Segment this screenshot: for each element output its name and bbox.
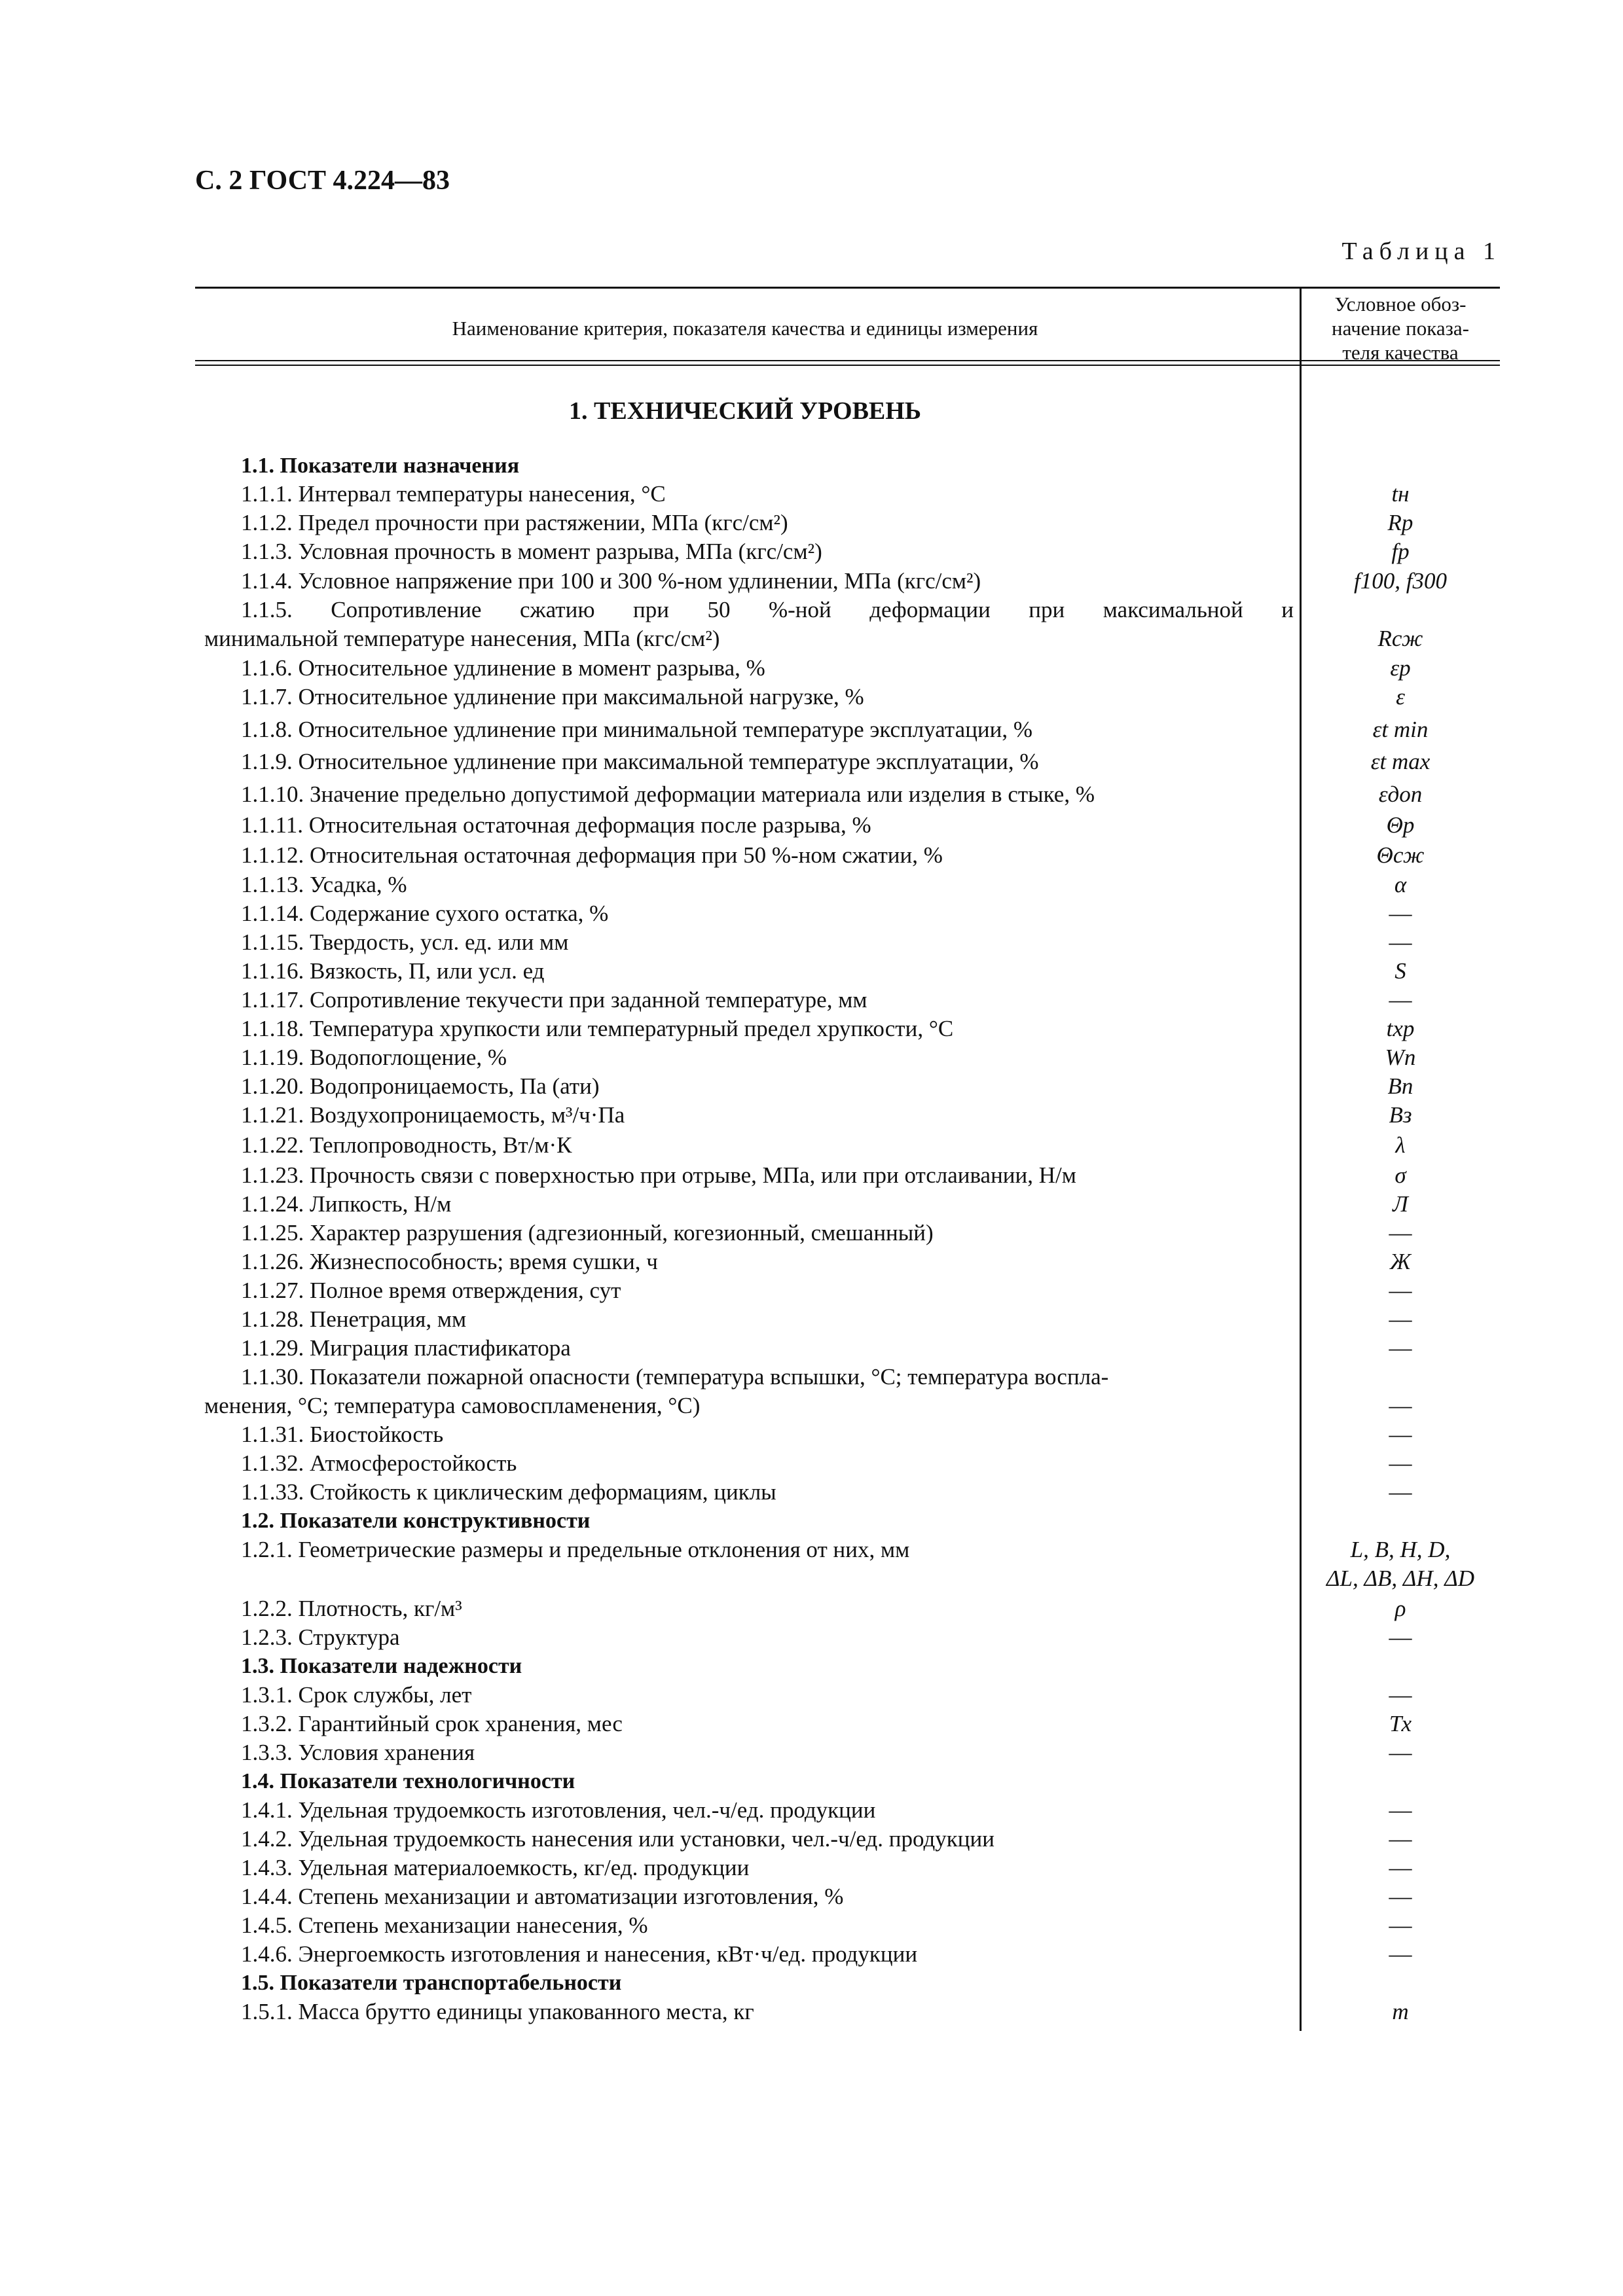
table-row: [0, 1854, 1623, 1882]
table-row: [0, 1882, 1623, 1911]
table-caption: Таблица 1: [1341, 238, 1501, 265]
indicator-name: 1.1.29. Миграция пластификатора: [241, 1335, 571, 1361]
indicator-symbol: —: [1389, 901, 1412, 926]
table-row: [0, 1796, 1623, 1825]
indicator-name: менения, °С; температура самовоспламенения, °С): [204, 1393, 701, 1418]
table-row: [0, 1998, 1623, 2026]
indicator-name: 1.4.4. Степень механизации и автоматизации изготовления, %: [241, 1884, 844, 1909]
table-row: [0, 1247, 1623, 1276]
table-row: [0, 1940, 1623, 1969]
indicator-name: 1.2.1. Геометрические размеры и предельные отклонения от них, мм: [241, 1537, 910, 1562]
indicator-name: 1.4. Показатели технологичности: [241, 1769, 575, 1793]
table-row: [0, 1043, 1623, 1072]
column-header-symbol-line: Условное обоз-: [1334, 293, 1467, 315]
subsection-heading-row: [0, 1507, 1623, 1535]
table-row: [0, 1825, 1623, 1854]
indicator-name: 1.1.13. Усадка, %: [241, 872, 407, 897]
subsection-heading-row: [0, 452, 1623, 480]
indicator-symbol: —: [1389, 1884, 1412, 1909]
table-row: [0, 928, 1623, 957]
indicator-symbol: S: [1395, 958, 1406, 984]
indicator-symbol: ε: [1396, 684, 1405, 709]
table-row: [0, 747, 1623, 776]
table-row: [0, 1014, 1623, 1043]
indicator-symbol: —: [1389, 1797, 1412, 1823]
table-row: [0, 986, 1623, 1014]
indicator-symbol: —: [1389, 1422, 1412, 1447]
table-row: [0, 1710, 1623, 1738]
indicator-name: 1.4.3. Удельная материалоемкость, кг/ед. продукции: [241, 1855, 750, 1880]
indicator-symbol: m: [1392, 1999, 1409, 2024]
subsection-heading-row: [0, 1652, 1623, 1681]
indicator-name: 1.1.16. Вязкость, П, или усл. ед: [241, 958, 545, 984]
indicator-symbol: Θр: [1386, 812, 1415, 838]
table-row: [0, 715, 1623, 744]
indicator-name: 1.1.24. Липкость, Н/м: [241, 1191, 452, 1217]
table-row: [0, 1190, 1623, 1219]
indicator-symbol: —: [1389, 1740, 1412, 1765]
indicator-name: 1.1.17. Сопротивление текучести при заданной температуре, мм: [241, 987, 867, 1013]
column-header-name: Наименование критерия, показателя качества и единицы измерения: [452, 317, 1038, 340]
table-row: [0, 1623, 1623, 1652]
indicator-name: 1.4.6. Энергоемкость изготовления и нанесения, кВт·ч/ед. продукции: [241, 1941, 918, 1967]
indicator-name: 1.3. Показатели надежности: [241, 1654, 522, 1678]
indicator-name: 1.1.25. Характер разрушения (адгезионный, когезионный, смешанный): [241, 1220, 934, 1246]
table-row: [0, 1738, 1623, 1767]
indicator-symbol: —: [1389, 1912, 1412, 1938]
indicator-symbol: —: [1389, 929, 1412, 955]
table-row: [0, 1072, 1623, 1101]
table-row: [0, 624, 1623, 653]
table-row: [0, 841, 1623, 870]
indicator-symbol: —: [1389, 1624, 1412, 1650]
indicator-name: 1.1.2. Предел прочности при растяжении, МПа (кгс/см²): [241, 510, 788, 535]
table-row: [0, 509, 1623, 537]
indicator-symbol: tхр: [1386, 1016, 1415, 1041]
table-row: [0, 1681, 1623, 1710]
indicator-symbol: —: [1389, 1393, 1412, 1418]
indicator-symbol: α: [1394, 872, 1407, 897]
subsection-heading-row: [0, 1969, 1623, 1998]
column-header-symbol-line: теля качества: [1342, 341, 1459, 364]
indicator-name: 1.4.5. Степень механизации нанесения, %: [241, 1912, 648, 1938]
table-row: [0, 1391, 1623, 1420]
indicator-symbol: —: [1389, 1855, 1412, 1880]
indicator-symbol: —: [1389, 1479, 1412, 1505]
indicator-name: 1.1.1. Интервал температуры нанесения, °С: [241, 481, 666, 507]
indicator-name: 1.3.1. Срок службы, лет: [241, 1682, 472, 1708]
table-row: [0, 1334, 1623, 1363]
indicator-symbol: Wп: [1385, 1045, 1416, 1070]
indicator-symbol: ΔL, ΔB, ΔH, ΔD: [1326, 1566, 1475, 1591]
indicator-symbol: —: [1389, 987, 1412, 1013]
table-row: [0, 1305, 1623, 1334]
indicator-name: 1.1.9. Относительное удлинение при максимальной температуре эксплуатации, %: [241, 749, 1039, 774]
indicator-symbol: ρ: [1395, 1596, 1406, 1621]
indicator-symbol: Вз: [1389, 1102, 1412, 1128]
indicator-name: 1.1.31. Биостойкость: [241, 1422, 444, 1447]
indicator-name: 1.2.2. Плотность, кг/м³: [241, 1596, 462, 1621]
indicator-symbol: Θсж: [1376, 842, 1425, 868]
indicator-name: 1.1.14. Содержание сухого остатка, %: [241, 901, 609, 926]
indicator-name: 1.1.20. Водопроницаемость, Па (ати): [241, 1073, 600, 1099]
indicator-symbol: σ: [1395, 1162, 1406, 1188]
table-row: [0, 1478, 1623, 1507]
indicator-symbol: εр: [1390, 655, 1411, 681]
indicator-name: 1.2.3. Структура: [241, 1624, 400, 1650]
indicator-name: 1.1.28. Пенетрация, мм: [241, 1306, 467, 1332]
indicator-symbol: tн: [1391, 481, 1410, 507]
indicator-symbol: εt min: [1372, 717, 1429, 742]
section-title: 1. ТЕХНИЧЕСКИЙ УРОВЕНЬ: [569, 397, 921, 425]
indicator-symbol: Л: [1393, 1191, 1408, 1217]
table-row: [0, 1564, 1623, 1593]
indicator-symbol: —: [1389, 1335, 1412, 1361]
indicator-symbol: —: [1389, 1278, 1412, 1303]
indicator-name: 1.1.22. Теплопроводность, Вт/м·К: [241, 1132, 572, 1158]
indicator-name: 1.1.27. Полное время отверждения, сут: [241, 1278, 621, 1303]
table-row: [0, 1449, 1623, 1478]
indicator-name: 1.4.1. Удельная трудоемкость изготовления, чел.-ч/ед. продукции: [241, 1797, 876, 1823]
table-row: [0, 683, 1623, 711]
indicator-name: 1.1.19. Водопоглощение, %: [241, 1045, 507, 1070]
table-row: [0, 1219, 1623, 1247]
indicator-symbol: L, B, H, D,: [1350, 1537, 1451, 1562]
table-row: [0, 957, 1623, 986]
indicator-name: 1.2. Показатели конструктивности: [241, 1509, 591, 1533]
indicator-name: 1.1.30. Показатели пожарной опасности (температура вспышки, °С; температура воспла-: [241, 1364, 1109, 1390]
indicator-symbol: —: [1389, 1306, 1412, 1332]
column-header-symbol-line: начение показа-: [1332, 317, 1469, 340]
indicator-name: минимальной температуре нанесения, МПа (кгс/см²): [204, 626, 720, 651]
table-row: [0, 899, 1623, 928]
indicator-symbol: εдоп: [1378, 781, 1423, 807]
indicator-name: 1.1.23. Прочность связи с поверхностью при отрыве, МПа, или при отслаивании, Н/м: [241, 1162, 1076, 1188]
indicator-name: 1.5.1. Масса брутто единицы упакованного места, кг: [241, 1999, 754, 2024]
table-row: [0, 1276, 1623, 1305]
indicator-symbol: —: [1389, 1941, 1412, 1967]
indicator-symbol: f100, f300: [1354, 568, 1447, 594]
table-row: [0, 1420, 1623, 1449]
indicator-name: 1.1.32. Атмосферостойкость: [241, 1450, 517, 1476]
indicator-name: 1.1.3. Условная прочность в момент разрыва, МПа (кгс/см²): [241, 539, 822, 564]
page-header: С. 2 ГОСТ 4.224—83: [195, 166, 450, 196]
indicator-name: 1.1.4. Условное напряжение при 100 и 300 %-ном удлинении, МПа (кгс/см²): [241, 568, 981, 594]
indicator-symbol: λ: [1395, 1132, 1406, 1158]
indicator-symbol: Ж: [1389, 1249, 1412, 1274]
indicator-name: 1.1.10. Значение предельно допустимой деформации материала или изделия в стыке, %: [241, 781, 1095, 807]
table-row: [0, 596, 1623, 624]
table-row: [0, 1535, 1623, 1564]
indicator-name: 1.3.2. Гарантийный срок хранения, мес: [241, 1711, 623, 1736]
indicator-name: 1.1.8. Относительное удлинение при минимальной температуре эксплуатации, %: [241, 717, 1033, 742]
indicator-symbol: Rсж: [1377, 626, 1423, 651]
indicator-symbol: fр: [1391, 539, 1410, 564]
table-row: [0, 567, 1623, 596]
table-row: [0, 1911, 1623, 1940]
table-row: [0, 1131, 1623, 1160]
indicator-name: 1.1. Показатели назначения: [241, 454, 520, 478]
table-row: [0, 537, 1623, 566]
indicator-symbol: Rр: [1387, 510, 1413, 535]
table-row: [0, 780, 1623, 809]
indicator-name: 1.4.2. Удельная трудоемкость нанесения или установки, чел.-ч/ед. продукции: [241, 1826, 994, 1852]
indicator-symbol: Тх: [1389, 1711, 1412, 1736]
indicator-name: 1.3.3. Условия хранения: [241, 1740, 475, 1765]
table-row: [0, 480, 1623, 509]
indicator-name: 1.1.26. Жизнеспособность; время сушки, ч: [241, 1249, 658, 1274]
indicator-symbol: —: [1389, 1450, 1412, 1476]
table-row: [0, 1363, 1623, 1391]
indicator-symbol: —: [1389, 1826, 1412, 1852]
table-row: [0, 1161, 1623, 1190]
indicator-name: 1.1.18. Температура хрупкости или температурный предел хрупкости, °С: [241, 1016, 954, 1041]
indicator-name: 1.1.11. Относительная остаточная деформация после разрыва, %: [241, 812, 871, 838]
indicator-name: 1.1.7. Относительное удлинение при максимальной нагрузке, %: [241, 684, 864, 709]
indicator-name: 1.1.5. Сопротивление сжатию при 50 %-ной деформации при максимальной и: [241, 597, 1294, 622]
indicator-name: 1.1.33. Стойкость к циклическим деформациям, циклы: [241, 1479, 776, 1505]
indicator-name: 1.1.6. Относительное удлинение в момент разрыва, %: [241, 655, 765, 681]
indicator-name: 1.1.12. Относительная остаточная деформация при 50 %-ном сжатии, %: [241, 842, 943, 868]
indicator-symbol: εt max: [1370, 749, 1431, 774]
table-row: [0, 811, 1623, 840]
indicator-symbol: —: [1389, 1220, 1412, 1246]
table-row: [0, 1101, 1623, 1130]
indicator-name: 1.1.15. Твердость, усл. ед. или мм: [241, 929, 569, 955]
table-row: [0, 654, 1623, 683]
table-row: [0, 870, 1623, 899]
indicator-symbol: Вп: [1387, 1073, 1413, 1099]
subsection-heading-row: [0, 1767, 1623, 1796]
indicator-name: 1.1.21. Воздухопроницаемость, м³/ч·Па: [241, 1102, 625, 1128]
table-row: [0, 1594, 1623, 1623]
indicator-symbol: —: [1389, 1682, 1412, 1708]
indicator-name: 1.5. Показатели транспортабельности: [241, 1971, 622, 1995]
